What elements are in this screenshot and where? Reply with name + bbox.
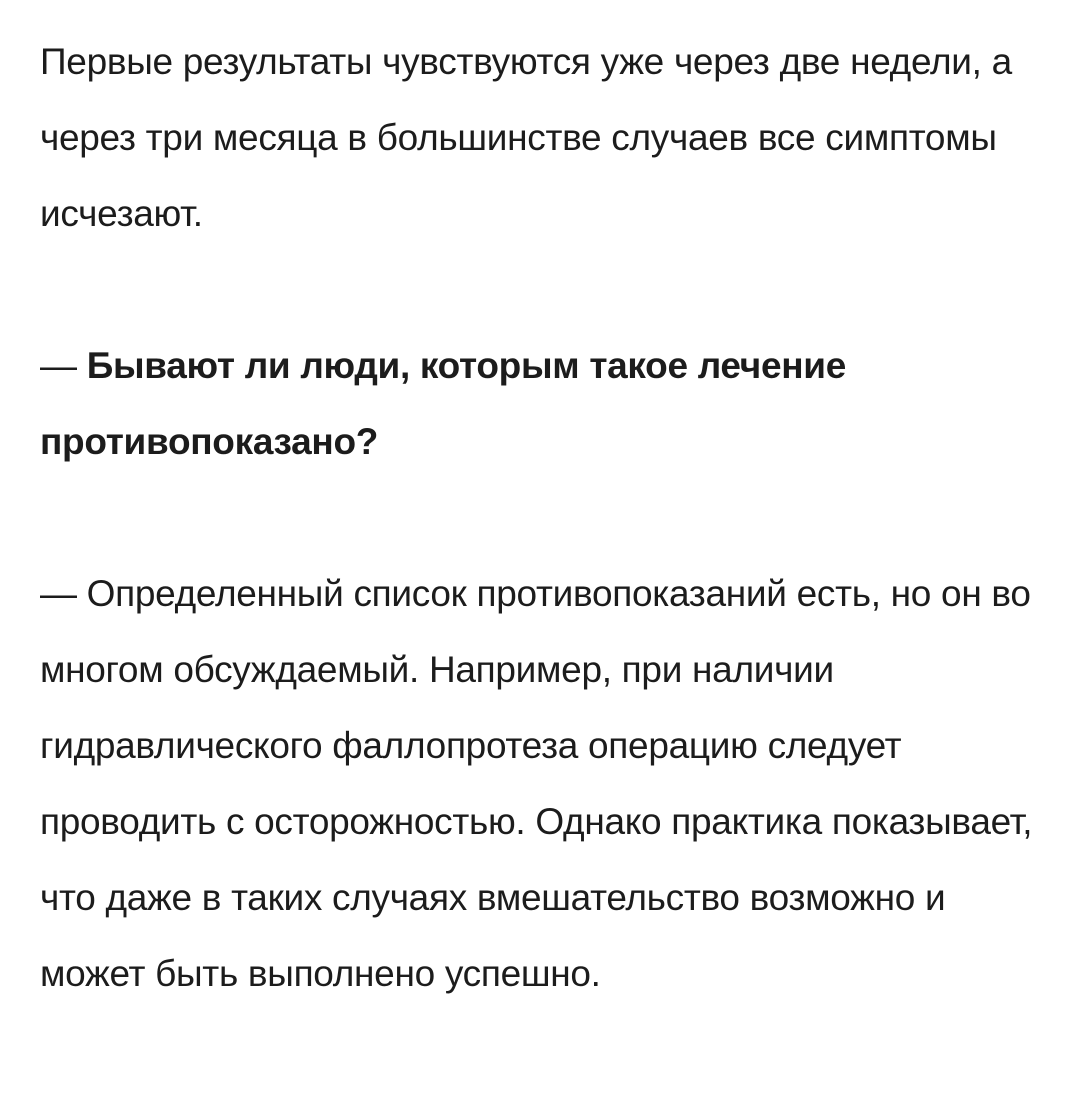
paragraph-spacer — [40, 480, 1050, 556]
article-body — [40, 24, 1050, 1012]
interview-question — [40, 328, 1050, 480]
paragraph-text: Первые результаты чувствуются уже через две недели, а через три месяца в большинстве случаев все симптомы исчезают. — [40, 41, 1012, 234]
question-dash: — — [40, 345, 87, 386]
interview-answer: — Определенный список противопоказаний есть, но он во многом обсуждаемый. Например, при наличии гидравлического фаллопротеза операцию следует проводить с осторожностью. Однако практика показывает, что даже в таких случаях вмешательство возможно и может быть выполнено успешно. — [40, 573, 1033, 994]
question-text: Бывают ли люди, которым такое лечение противопоказано? — [40, 345, 847, 462]
paragraph-spacer — [40, 252, 1050, 328]
